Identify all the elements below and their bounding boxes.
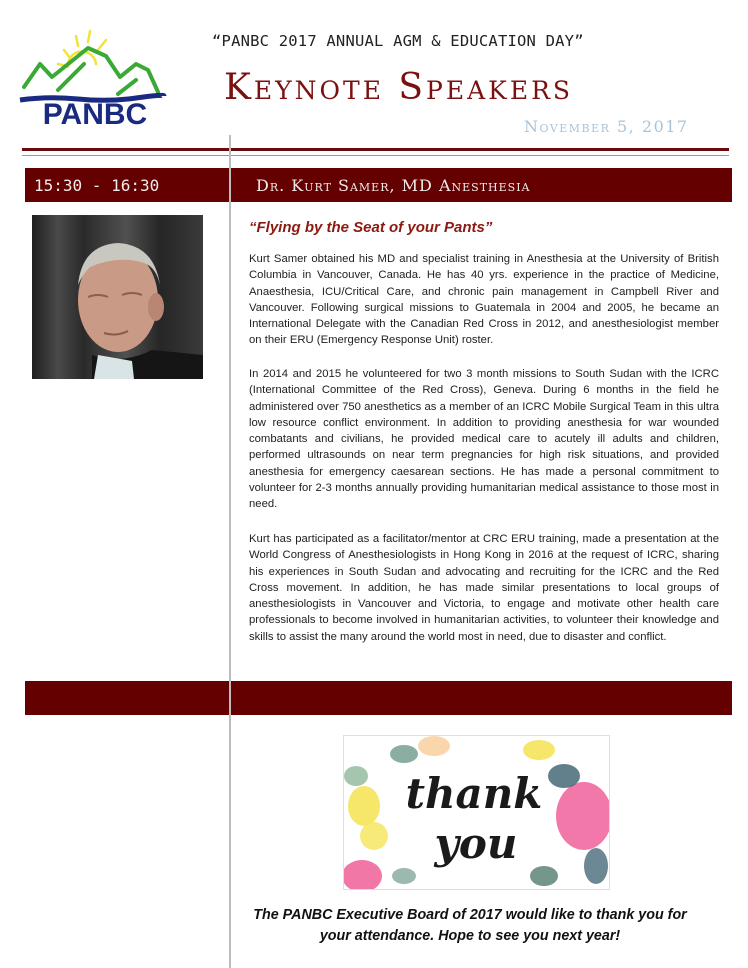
svg-text:you: you (434, 819, 518, 868)
speaker-bio-paragraph: Kurt Samer obtained his MD and specialist training in Anesthesia at the University of British Columbia in Vancouver, Canada. He has 40 yrs. experience in the practice of Medicine, Anaesthesia, ICU/Critical Care, and chronic pain management in Campbell River and Vancouver. Following surgical missions to Guatemala in 2004 and 2005, he became an International Delegate with the Canadian Red Cross in 2012, and anesthesiologist member on their ERU (Emergency Response Unit) roster. (249, 253, 719, 347)
event-date: November 5, 2017 (524, 117, 689, 136)
thank-you-note: The PANBC Executive Board of 2017 would like to thank you for your attendance. Hope to see you next year! (253, 907, 687, 944)
event-subtitle: “PANBC 2017 ANNUAL AGM & EDUCATION DAY” (212, 32, 584, 50)
floral-decoration-icon (344, 736, 609, 889)
thank-you-card (343, 735, 610, 890)
logo-text: PANBC (42, 98, 148, 131)
talk-title: “Flying by the Seat of your Pants” (249, 219, 493, 236)
speaker-bio-paragraph: In 2014 and 2015 he volunteered for two 3 month missions to South Sudan with the ICRC (International Committee of the Red Cross), Geneva. During 6 months in the field he administered over 750 anesthetics as a member of an ICRC Mobile Surgical Team in this ultra low resource conflict environment. In addition to providing anesthesia for war wounded combatants and civilians, he provided medical care to acutely ill adults and children, performed ultrasounds on near term pregnancies for high risk situations, and provided anesthesia for emergency caesarean sections. He has made a personal commitment to volunteer for 2-3 months annually providing humanitarian medical assistance to those most in need. (249, 368, 719, 511)
speaker-bio-paragraph: Kurt has participated as a facilitator/mentor at CRC ERU training, made a presentation at the World Congress of Anesthesiologists in Hong Kong in 2016 at the request of ICRC, sharing his experiences in South Sudan and advocating and recruiting for the ICRC and the Red Cross movement. In addition, he has made similar presentations to local groups of anesthesiologists in Vancouver and Victoria, to engage and motivate other health care professionals to become involved in humanitarian activities, to volunteer their knowledge and skills to assist the many around the world most in need, due to disaster and conflict. (249, 533, 719, 643)
header-divider-gray (22, 155, 729, 156)
speaker-portrait-icon (32, 215, 203, 379)
session-time: 15:30 - 16:30 (34, 176, 160, 195)
footer-divider-bar (25, 681, 732, 715)
page-title: Keynote Speakers (224, 67, 574, 108)
speaker-name: Dr. Kurt Samer, MD Anesthesia (256, 176, 531, 195)
svg-text:thank: thank (405, 769, 543, 818)
header-divider-red (22, 148, 729, 151)
speaker-photo (32, 215, 203, 379)
column-divider (229, 135, 231, 968)
